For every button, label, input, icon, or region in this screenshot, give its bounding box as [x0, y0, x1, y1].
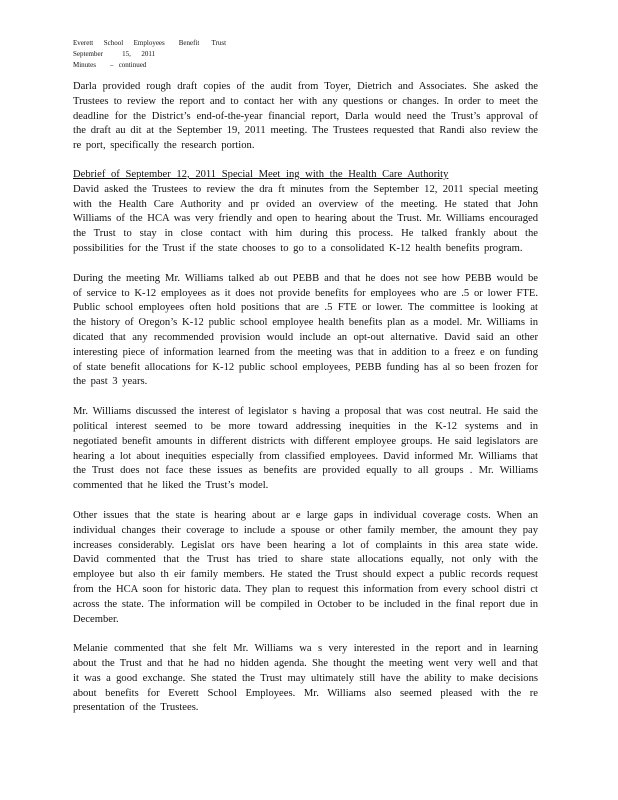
header-date-line: September 15, 2011	[73, 50, 156, 58]
page-header	[73, 38, 226, 71]
header-minutes-line: Minutes – continued	[73, 61, 147, 69]
header-org-line: Everett School Employees Benefit Trust	[73, 39, 227, 47]
paragraph-overview: David asked the Trustees to review the dra ft minutes from the September 12, 2011 special meeting with the Health Care Authority and pr ovided an overview of the meeting. He stated that John Williams of the HCA was very friendly and open to hearing about the Trust. Mr. Williams encouraged the Trust to stay in close contact with him during this process. He talked frankly about the possibilities for the Trust if the state chooses to go to a consolidated K-12 health benefits program.	[73, 183, 538, 254]
section-heading: Debrief of September 12, 2011 Special Meet ing with the Health Care Authority	[73, 168, 449, 180]
paragraph-pebb: During the meeting Mr. Williams talked ab out PEBB and that he does not see how PEBB would be of service to K-12 employees as it does not provide benefits for employees who are .5 or lower FTE. Public school employees often hold positions that are .5 FTE or lower. The committee is looking at the history of Oregon’s K-12 public school employee health benefits plan as a model. Mr. Williams in dicated that any recommended provision would include an opt-out alternative. David said an other interesting piece of information learned from the meeting was that in addition to a freez e on funding of state benefit allocations for K-12 public school employees, PEBB funding has al so been frozen for the past 3 years.	[73, 272, 538, 388]
paragraph-audit: Darla provided rough draft copies of the audit from Toyer, Dietrich and Associates. She asked the Trustees to review the report and to contact her with any questions or changes. In order to meet the deadline for the District’s end-of-the-year financial report, Darla would need the Trust’s approval of the draft au dit at the September 19, 2011 meeting. The Trustees requested that Randi also review the re port, specifically the research portion.	[73, 81, 538, 152]
document-body	[73, 80, 538, 731]
paragraph-melanie: Melanie commented that she felt Mr. Williams wa s very interested in the report and in learning about the Trust and that he had no hidden agenda. She thought the meeting went very well and that it was a good exchange. She stated the Trust may ultimately still have the ability to make decisions about benefits for Everett School Employees. Mr. Williams also seemed pleased with the re presentation of the Trustees.	[73, 643, 538, 714]
section-debrief	[73, 168, 538, 716]
paragraph-coverage-gaps: Other issues that the state is hearing about ar e large gaps in individual coverage costs. When an individual changes their coverage to include a spouse or other family member, the amount they pay increases considerably. Legislat ors have been hearing a lot of complaints in this area state wide. David commented that the Trust has tried to share state allocations equally, not only with the employee but also th eir family members. He stated the Trust should expect a public records request from the HCA soon for historic data. They plan to request this information from every school distri ct across the state. The information will be compiled in October to be included in the final report due in December.	[73, 509, 538, 625]
paragraph-legislators: Mr. Williams discussed the interest of legislator s having a proposal that was cost neutral. He said the political interest seemed to be more toward addressing inequities in the K-12 systems and in negotiated benefit amounts in different districts with different employee groups. He said legislators are hearing a lot about inequities especially from classified employees. David informed Mr. Williams that the Trust does not face these issues as benefits are provided equally to all groups . Mr. Williams commented that he liked the Trust’s model.	[73, 406, 538, 492]
